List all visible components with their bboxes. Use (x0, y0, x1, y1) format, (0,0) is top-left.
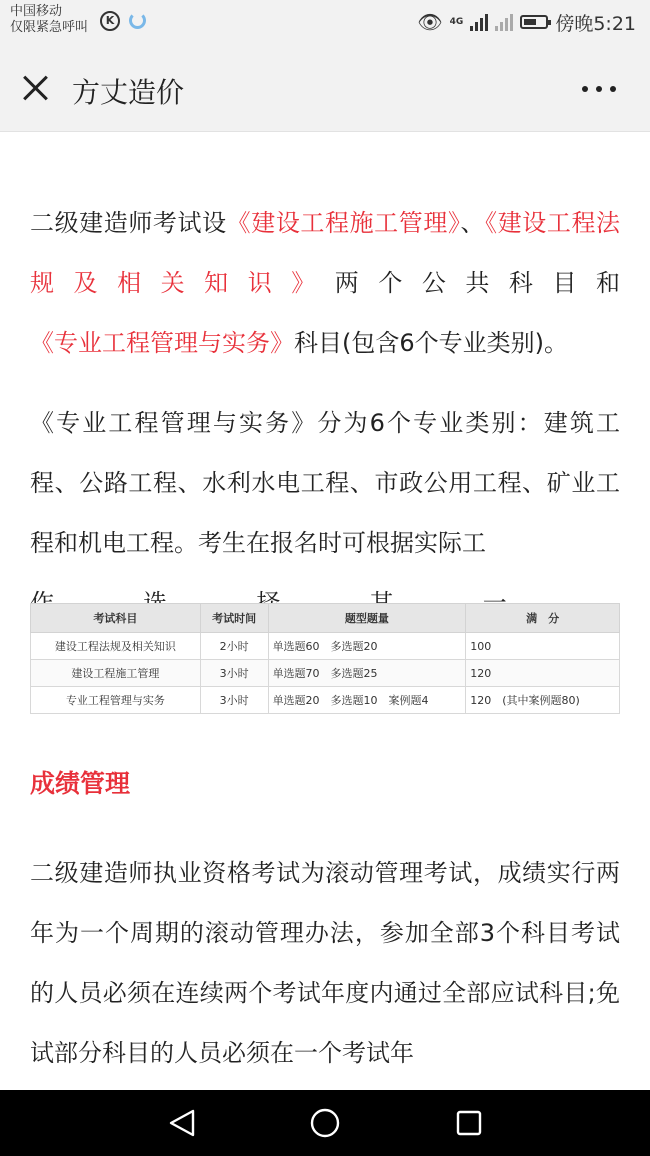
table-cell: 单选题60 多选题20 (268, 633, 466, 660)
table-cell: 3小时 (200, 687, 268, 714)
navigation-bar (0, 1090, 650, 1156)
back-triangle-icon[interactable] (167, 1108, 197, 1138)
network-type-label: 4G (449, 16, 464, 27)
table-cell: 3小时 (200, 660, 268, 687)
table-cell: 建设工程施工管理 (31, 660, 201, 687)
carrier-name: 中国移动 (10, 4, 63, 19)
table-row (31, 660, 620, 687)
subject-construction-management: 《建设工程施工管理》 (226, 209, 461, 237)
carrier-info (10, 4, 88, 36)
table-cell: 2小时 (200, 633, 268, 660)
table-cell: 120 (其中案例题80) (466, 687, 620, 714)
battery-icon (520, 15, 548, 29)
clock-time: 傍晚5:21 (555, 12, 636, 35)
column-header: 考试科目 (31, 604, 201, 633)
intro-paragraph (30, 193, 620, 373)
table-row (31, 633, 620, 660)
status-bar (0, 0, 650, 44)
close-icon[interactable] (22, 74, 50, 102)
exam-subjects-table (30, 603, 620, 714)
table-cell: 120 (466, 660, 620, 687)
score-management-paragraph: 二级建造师执业资格考试为滚动管理考试，成绩实行两年为一个周期的滚动管理办法，参加全部3个科目考试的人员必须在连续两个考试年度内通过全部应试科目;免试部分科目的人员必须在一个考试年 (30, 859, 620, 1067)
status-indicators (417, 8, 636, 36)
table-cell: 专业工程管理与实务 (31, 687, 201, 714)
categories-text: 《专业工程管理与实务》分为6个专业类别：建筑工程、公路工程、水利水电工程、市政公用工程、矿业工程和机电工程。考生在报名时可根据实际工 (30, 409, 620, 557)
eye-comfort-icon: 👁 (417, 10, 443, 34)
subject-professional-practice: 《专业工程管理与实务》 (30, 329, 294, 357)
column-header: 考试时间 (200, 604, 268, 633)
home-circle-icon[interactable] (310, 1108, 340, 1138)
table-row (31, 687, 620, 714)
recent-square-icon[interactable] (456, 1110, 482, 1136)
table-header-row (31, 604, 620, 633)
categories-paragraph (30, 393, 620, 633)
subject-construction-law: 《建设工程法规及相关知识》 (30, 209, 621, 297)
intro-text-1: 二级建造师考试设 (30, 209, 227, 237)
section-heading: 成绩管理 (30, 769, 131, 798)
signal-no-service-icon (495, 13, 513, 31)
intro-text-4: 科目(包含6个专业类别)。 (294, 329, 568, 357)
page-title: 方丈造价 (72, 76, 185, 109)
table-cell: 单选题20 多选题10 案例题4 (268, 687, 466, 714)
loading-ring-icon (129, 12, 146, 29)
intro-text-2: 、 (460, 209, 486, 237)
table-cell: 建设工程法规及相关知识 (31, 633, 201, 660)
table-cell: 单选题70 多选题25 (268, 660, 466, 687)
app-header (0, 44, 650, 132)
signal-strength-icon (470, 13, 488, 31)
column-header: 满 分 (466, 604, 620, 633)
column-header: 题型题量 (268, 604, 466, 633)
k-app-icon: K (100, 11, 120, 31)
table-cell: 100 (466, 633, 620, 660)
intro-text-3: 两个公共科目和 (334, 269, 621, 297)
more-options-icon[interactable] (582, 86, 616, 94)
emergency-only-label: 仅限紧急呼叫 (10, 20, 89, 35)
